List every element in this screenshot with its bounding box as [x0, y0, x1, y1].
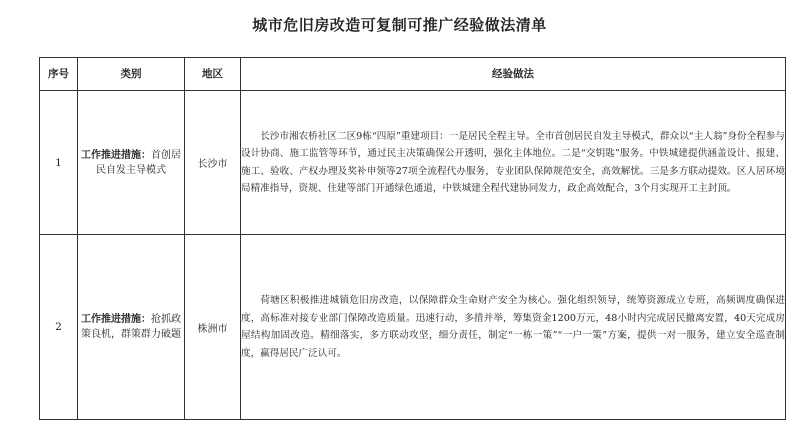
row-practice: 长沙市湘农桥社区二区9栋“四原”重建项目：一是居民全程主导。全市首创居民自发主导模式，群众以“主人翁”身份全程参与设计协商、施工监管等环节，通过民主决策确保公开透明，强化主体地位。二是“交钥匙”服务。中铁城建提供涵盖设计、报建、施工、验收、产权办理及奖补申领等27项全流程代办服务，专业团队保障规范安全，高效解忧。三是多方联动提效。区人居环境局精准指导，资规、住建等部门开通绿色通道，中铁城建全程代建协同发力，政企高效配合，3个月实现开工主封顶。 — [241, 91, 786, 235]
row-index: 1 — [40, 91, 78, 235]
category-label: 工作推进措施： — [81, 149, 151, 161]
row-category — [78, 91, 185, 235]
category-text: 抢抓政策良机，群策群力破题 — [81, 314, 181, 340]
header-index: 序号 — [40, 58, 78, 91]
page-title: 城市危旧房改造可复制可推广经验做法清单 — [252, 16, 547, 34]
header-category: 类别 — [78, 58, 185, 91]
header-region: 地区 — [185, 58, 241, 91]
experience-table — [39, 57, 786, 420]
table-row — [40, 91, 786, 235]
category-text: 首创居民自发主导模式 — [96, 149, 181, 176]
row-region: 株洲市 — [185, 235, 241, 420]
row-practice: 荷塘区积极推进城镇危旧房改造，以保障群众生命财产安全为核心。强化组织领导，统筹资源成立专班，高频调度确保进度，高标准对接专业部门保障改造质量。迅速行动，多措并举，筹集资金1200万元，48小时内完成居民撤离安置，40天完成房屋结构加固改造。精细落实，多方联动攻坚，细分责任，制定“一栋一策”“一户一策”方案，提供一对一服务，建立安全巡查制度，赢得居民广泛认可。 — [241, 235, 786, 420]
row-index: 2 — [40, 235, 78, 420]
header-practice: 经验做法 — [241, 58, 786, 91]
row-region: 长沙市 — [185, 91, 241, 235]
row-category — [78, 235, 185, 420]
table-row — [40, 235, 786, 420]
category-label: 工作推进措施： — [81, 314, 151, 325]
table-header-row — [40, 58, 786, 91]
